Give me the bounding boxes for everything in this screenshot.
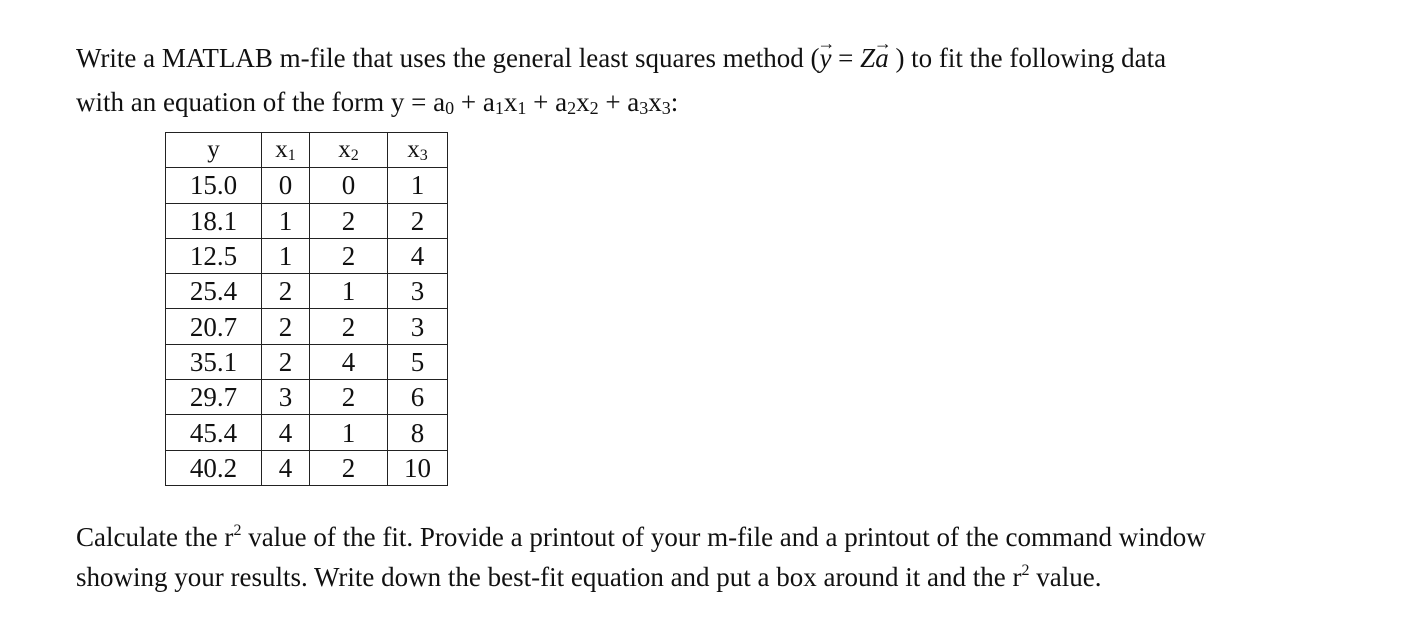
problem-line-1: Write a MATLAB m-file that uses the general least squares method (y → = Za → ) to fit the following data	[76, 36, 1166, 80]
header-y: y	[166, 133, 262, 168]
table-cell: 1	[310, 415, 388, 450]
table-cell: 1	[262, 238, 310, 273]
table-row	[166, 450, 448, 485]
table-cell: 40.2	[166, 450, 262, 485]
table-cell: 3	[388, 309, 448, 344]
vector-y: y →	[819, 36, 831, 80]
table-cell: 2	[310, 309, 388, 344]
table-cell: 2	[262, 344, 310, 379]
problem-statement	[76, 36, 1166, 124]
table-body	[166, 168, 448, 486]
table-cell: 12.5	[166, 238, 262, 273]
table-cell: 0	[310, 168, 388, 203]
header-x2: $x_2$	[310, 133, 388, 168]
table-cell: 1	[388, 168, 448, 203]
table-cell: 29.7	[166, 380, 262, 415]
table-cell: 4	[310, 344, 388, 379]
table-row	[166, 380, 448, 415]
table-cell: 0	[262, 168, 310, 203]
table-cell: 2	[388, 203, 448, 238]
table-cell: 10	[388, 450, 448, 485]
data-table	[165, 132, 448, 486]
instructions-line-2: showing your results. Write down the best-fit equation and put a box around it and the $r^2$ value.	[76, 562, 1102, 592]
instructions-line-1: Calculate the $r^2$ value of the fit. Provide a printout of your m-file and a printout of the command window	[76, 522, 1206, 552]
table-header-row	[166, 133, 448, 168]
problem-line-2: with an equation of the form $y = a_0 + a_1x_1 + a_2x_2 + a_3x_3$:	[76, 87, 679, 118]
table-cell: 1	[310, 274, 388, 309]
table-cell: 2	[262, 309, 310, 344]
table-cell: 2	[310, 380, 388, 415]
header-x1: $x_1$	[262, 133, 310, 168]
table-cell: 4	[262, 415, 310, 450]
table-cell: 15.0	[166, 168, 262, 203]
matrix-z: Z	[860, 43, 876, 73]
table-row	[166, 344, 448, 379]
instructions	[76, 517, 1206, 597]
table-cell: 1	[262, 203, 310, 238]
table-cell: 5	[388, 344, 448, 379]
table-row	[166, 274, 448, 309]
table-row	[166, 309, 448, 344]
table-cell: 3	[388, 274, 448, 309]
table-row	[166, 168, 448, 203]
table-cell: 3	[262, 380, 310, 415]
table-cell: 6	[388, 380, 448, 415]
table-row	[166, 415, 448, 450]
table-row	[166, 238, 448, 273]
table-cell: 25.4	[166, 274, 262, 309]
table-cell: 2	[310, 450, 388, 485]
table-row	[166, 203, 448, 238]
table-cell: 2	[262, 274, 310, 309]
table-cell: 4	[262, 450, 310, 485]
vector-a: a →	[875, 36, 889, 80]
table-cell: 2	[310, 203, 388, 238]
table-cell: 45.4	[166, 415, 262, 450]
table-cell: 18.1	[166, 203, 262, 238]
table-cell: 2	[310, 238, 388, 273]
table-cell: 8	[388, 415, 448, 450]
table-cell: 20.7	[166, 309, 262, 344]
header-x3: $x_3$	[388, 133, 448, 168]
table-cell: 4	[388, 238, 448, 273]
table-cell: 35.1	[166, 344, 262, 379]
